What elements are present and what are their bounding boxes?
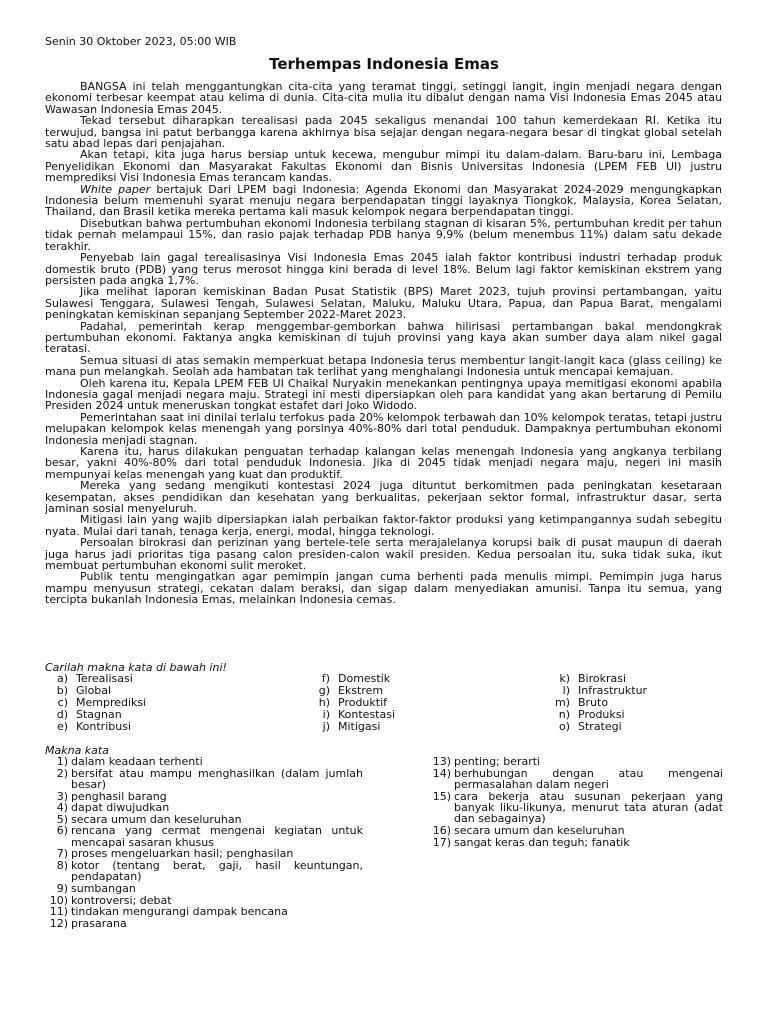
word-text: Domestik (338, 672, 391, 685)
meaning-item (428, 768, 723, 791)
word-label: d) (56, 708, 68, 721)
word-column (45, 673, 146, 733)
meaning-text: dalam keadaan terhenti (71, 755, 203, 768)
word-label: j) (322, 720, 330, 733)
meaning-text: dapat diwujudkan (71, 801, 170, 815)
meaning-number: 13) (432, 755, 451, 768)
paragraph: Disebutkan bahwa pertumbuhan ekonomi Indonesia terbilang stagnan di kisaran 5%, pertumbuhan kredit per tahun tidak pernah melampaui 15%, dan rasio pajak terhadap PDB hanya 9,9% (belum menembus 11%) dalam satu dekade terakhir. (45, 216, 722, 253)
meaning-item (45, 906, 363, 917)
meaning-number: 3) (56, 789, 68, 803)
meaning-item (45, 860, 363, 883)
meaning-text: penting; berarti (454, 755, 541, 768)
meaning-text: proses mengeluarkan hasil; penghasilan (71, 847, 294, 861)
meaning-number: 15) (432, 789, 451, 803)
word-label: o) (558, 720, 570, 733)
meaning-number: 11) (49, 905, 68, 919)
meaning-number: 5) (56, 812, 68, 826)
word-text: Terealisasi (76, 672, 133, 685)
meaning-number: 10) (49, 893, 68, 907)
paragraph: Mitigasi lain yang wajib dipersiapkan ialah perbaikan faktor-faktor produksi yang ketimpangannya sudah sebegitu nyata. Mulai dari tanah, tenaga kerja, energi, modal, hingga teknologi. (45, 513, 722, 538)
word-label: h) (318, 696, 330, 709)
word-label: i) (322, 708, 330, 721)
word-label: l) (562, 684, 570, 697)
meanings-heading: Makna kata (45, 744, 109, 757)
word-text: Produktif (338, 696, 388, 709)
meanings-column (428, 756, 723, 848)
publish-date: Senin 30 Oktober 2023, 05:00 WIB (45, 35, 237, 48)
word-label: f) (321, 672, 330, 685)
meaning-number: 2) (56, 766, 68, 780)
meaning-item (45, 883, 363, 894)
meaning-item (45, 825, 363, 848)
meaning-number: 9) (56, 881, 68, 895)
meaning-text: tindakan mengurangi dampak bencana (71, 905, 288, 919)
meaning-text: bersifat atau mampu menghasilkan (dalam jumlah besar) (71, 766, 363, 791)
word-text: Memprediksi (76, 696, 147, 709)
word-label: m) (554, 696, 570, 709)
paragraph: Tekad tersebut diharapkan terealisasi pada 2045 sekaligus menandai 100 tahun kemerdekaan RI. Ketika itu terwujud, bangsa ini patut berbangga karena akhirnya bisa sejajar dengan negara-negara besar di tingkat global setelah satu abad lepas dari penjajahan. (45, 114, 722, 151)
meaning-text: kotor (tentang berat, gaji, hasil keuntungan, pendapatan) (71, 858, 363, 884)
word-column (547, 673, 647, 733)
italic-lead: White paper (80, 182, 151, 196)
meaning-item (428, 825, 723, 836)
word-item (307, 721, 395, 733)
meaning-text: cara bekerja atau susunan pekerjaan yang banyak liku-likunya, menurut tata aturan (adat dan sebagainya) (454, 789, 723, 826)
meaning-text: rencana yang cermat mengenai kegiatan untuk mencapai sasaran khusus (71, 824, 363, 849)
word-label: c) (57, 696, 68, 709)
paragraph: Semua situasi di atas semakin memperkuat betapa Indonesia terus membentur langit-langit kaca (glass ceiling) ke mana pun melangkah. Seolah ada hambatan tak terlihat yang menghalangi Indonesia untuk mencapai kemajuan. (45, 353, 722, 379)
meaning-text: secara umum dan keseluruhan (454, 824, 625, 837)
word-text: Stagnan (76, 708, 122, 721)
meaning-text: penghasil barang (71, 789, 167, 803)
word-text: Ekstrem (338, 684, 384, 697)
meaning-item (428, 791, 723, 825)
word-text: Produksi (578, 708, 625, 721)
meaning-item (45, 918, 363, 929)
meaning-text: prasarana (71, 916, 127, 930)
paragraph: Persoalan birokrasi dan perizinan yang bertele-tele serta merajalelanya korupsi baik di pusat maupun di daerah juga harus jadi prioritas tiga pasang calon presiden-calon wakil presiden. Kedua persoalan itu, suka tidak suka, ikut membuat pertumbuhan ekonomi sulit meroket. (45, 536, 722, 573)
meaning-text: sangat keras dan teguh; fanatik (454, 835, 630, 849)
paragraph-text: bertajuk Dari LPEM bagi Indonesia: Agenda Ekonomi dan Masyarakat 2024-2029 mengungkapkan Indonesia belum memenuhi syarat menuju negara berpendapatan tinggi layaknya Tiongkok, Malaysia, Korea Selatan, Thailand, dan Brasil ketika mereka pertama kali masuk kelompok negara berpendapatan tinggi. (45, 182, 722, 219)
word-label: a) (56, 672, 68, 685)
meanings-column (45, 756, 363, 929)
paragraph: BANGSA ini telah menggantungkan cita-cita yang teramat tinggi, setinggi langit, ingin menjadi negara dengan ekonomi terbesar keempat atau kelima di dunia. Cita-cita mulia itu dibalut dengan nama Visi Indonesia Emas 2045 atau Wawasan Indonesia Emas 2045. (45, 80, 722, 116)
meaning-number: 17) (432, 835, 451, 849)
word-text: Strategi (578, 720, 622, 733)
meaning-item (45, 756, 363, 767)
word-text: Global (76, 684, 112, 697)
word-label: k) (559, 672, 570, 685)
meaning-item (45, 768, 363, 791)
meaning-item (428, 837, 723, 848)
meaning-text: berhubungan dengan atau mengenai permasalahan dalam negeri (454, 766, 723, 791)
meaning-number: 7) (56, 847, 68, 861)
word-text: Kontribusi (76, 720, 131, 733)
paragraph: Padahal, pemerintah kerap menggembar-gemborkan bahwa hilirisasi pertambangan bakal mendongkrak pertumbuhan ekonomi. Faktanya angka kemiskinan di tujuh provinsi yang kaya akan sumber daya alam nikel gagal teratasi. (45, 319, 722, 356)
paragraph: Karena itu, harus dilakukan penguatan terhadap kalangan kelas menengah Indonesia yang angkanya terbilang besar, yakni 40%-80% dari total penduduk Indonesia. Jika di 2045 tidak menjadi negara maju, negeri ini masih mempunyai kelas menengah yang kuat dan produktif. (45, 445, 722, 481)
meaning-item (428, 756, 723, 767)
word-text: Mitigasi (338, 720, 381, 733)
paragraph (45, 184, 722, 218)
word-text: Birokrasi (578, 672, 627, 685)
paragraph: Jika melihat laporan kemiskinan Badan Pusat Statistik (BPS) Maret 2023, tujuh provinsi pertambangan, yaitu Sulawesi Tenggara, Sulawesi Tengah, Sulawesi Selatan, Maluku, Maluku Utara, Papua, dan Papua Barat, mengalami peningkatan kemiskinan sepanjang September 2022-Maret 2023. (45, 285, 722, 322)
meaning-number: 14) (432, 766, 451, 780)
paragraph: Penyebab lain gagal terealisasinya Visi Indonesia Emas 2045 ialah faktor kontribusi industri terhadap produk domestik bruto (PDB) yang terus merosot hingga kini berada di level 18%. Belum lagi faktor kemiskinan ekstrem yang persisten pada angka 1,7%. (45, 251, 722, 287)
meaning-text: kontroversi; debat (71, 893, 172, 907)
meaning-number: 4) (56, 801, 68, 815)
meaning-text: sumbangan (71, 881, 136, 895)
paragraph: Akan tetapi, kita juga harus bersiap untuk kecewa, mengubur mimpi itu dalam-dalam. Baru-baru ini, Lembaga Penyelidikan Ekonomi dan Masyarakat Fakultas Ekonomi dan Bisnis Universitas Indonesia (LPEM FEB UI) justru memprediksi Visi Indonesia Emas terancam kandas. (45, 148, 722, 185)
paragraph: Publik tentu mengingatkan agar pemimpin jangan cuma berhenti pada menulis mimpi. Pemimpin juga harus mampu menyusun strategi, cekatan dalam beraksi, dan sigap dalam menyediakan amunisi. Tanpa itu semua, yang tercipta bukanlah Indonesia Emas, melainkan Indonesia cemas. (45, 570, 722, 607)
meaning-text: secara umum dan keseluruhan (71, 812, 242, 826)
word-column (307, 673, 395, 733)
word-text: Bruto (578, 696, 609, 709)
word-label: b) (56, 684, 68, 697)
article-title: Terhempas Indonesia Emas (269, 55, 499, 73)
word-text: Kontestasi (338, 708, 396, 721)
exercise-instruction: Carilah makna kata di bawah ini! (45, 661, 227, 674)
word-label: e) (56, 720, 68, 733)
meaning-number: 6) (56, 824, 68, 838)
word-label: n) (558, 708, 570, 721)
meaning-number: 12) (49, 916, 68, 930)
word-item (547, 721, 647, 733)
paragraph: Oleh karena itu, Kepala LPEM FEB UI Chaikal Nuryakin menekankan pentingnya upaya memitigasi ekonomi apabila Indonesia gagal menjadi negara maju. Strategi ini mesti dipersiapkan oleh para kandidat yang akan bertarung di Pemilu Presiden 2024 untuk meneruskan tongkat estafet dari Joko Widodo. (45, 376, 722, 413)
meaning-number: 1) (56, 755, 68, 768)
paragraph: Pemerintahan saat ini dinilai terlalu terfokus pada 20% kelompok terbawah dan 10% kelompok teratas, tetapi justru melupakan kelompok kelas menengah yang porsinya 40%-80% dari total penduduk. Dampaknya pertumbuhan ekonomi Indonesia menjadi stagnan. (45, 410, 722, 447)
paragraph: Mereka yang sedang mengikuti kontestasi 2024 juga dituntut berkomitmen pada peningkatan kesetaraan kesempatan, akses pendidikan dan kesehatan yang berkualitas, pekerjaan sektor formal, infrastruktur dasar, serta jaminan sosial menyeluruh. (45, 479, 722, 516)
meaning-number: 16) (432, 824, 451, 837)
meaning-item (45, 802, 363, 813)
meaning-number: 8) (56, 858, 68, 872)
article-body (45, 81, 722, 606)
word-label: g) (318, 684, 330, 697)
word-text: Infrastruktur (578, 684, 648, 697)
word-item (45, 721, 146, 733)
